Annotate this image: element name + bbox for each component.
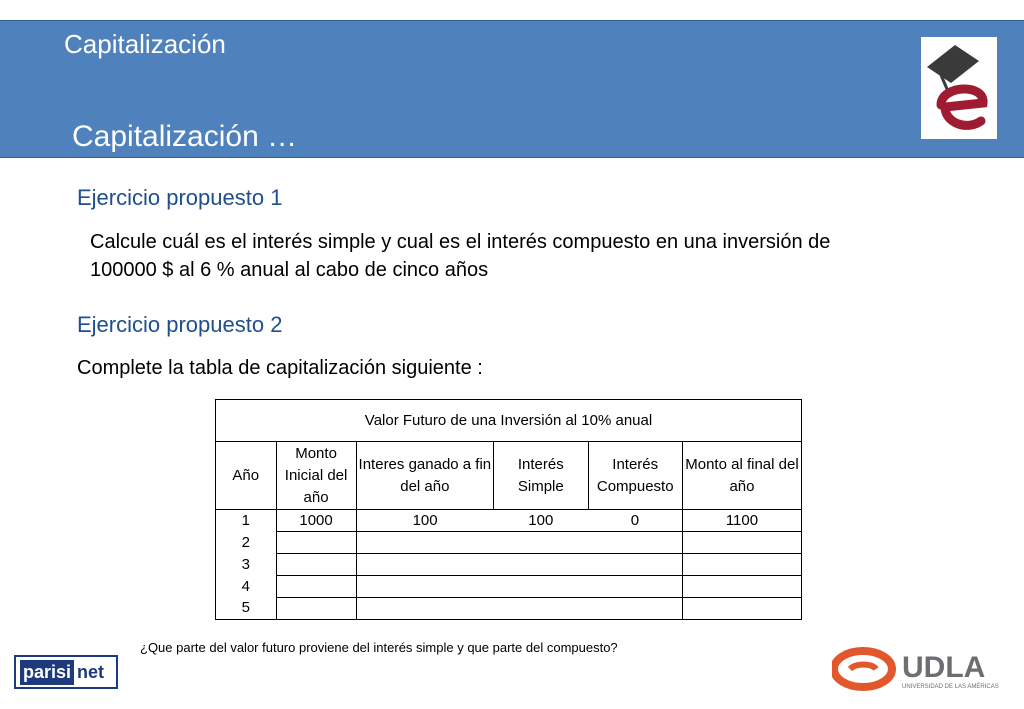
header-earned: Interes ganado a fin del año xyxy=(356,442,494,510)
parisinet-logo-part1: parisi xyxy=(20,660,74,685)
section-title: Capitalización xyxy=(64,29,226,59)
compound-cell: 0 xyxy=(588,510,682,532)
exercise1-text-line1: Calcule cuál es el interés simple y cual es el interés compuesto en una inversión de xyxy=(90,231,831,253)
interest-cell xyxy=(356,554,682,576)
letter-e-icon xyxy=(941,89,983,125)
header-year: Año xyxy=(216,442,277,510)
udla-logo-subtext: UNIVERSIDAD DE LAS AMÉRICAS xyxy=(902,684,999,690)
parisinet-logo-part2: net xyxy=(77,661,105,682)
simple-cell: 100 xyxy=(494,510,588,532)
question-text: ¿Que parte del valor futuro proviene del interés simple y que parte del compuesto? xyxy=(140,640,618,655)
year-cell: 3 xyxy=(216,554,277,576)
e-logo xyxy=(921,37,997,139)
final-cell: 1100 xyxy=(682,510,801,532)
year-cell: 1 xyxy=(216,510,277,532)
parisinet-logo xyxy=(14,655,118,689)
final-cell xyxy=(682,598,801,620)
final-cell xyxy=(682,576,801,598)
table-title: Valor Futuro de una Inversión al 10% anual xyxy=(216,400,802,442)
exercise2-text: Complete la tabla de capitalización siguiente : xyxy=(77,357,483,379)
header-compound: Interés Compuesto xyxy=(588,442,682,510)
udla-swoosh-icon xyxy=(834,651,892,687)
table-row xyxy=(216,510,802,532)
final-cell xyxy=(682,532,801,554)
header-final: Monto al final del año xyxy=(682,442,801,510)
udla-logo-text: UDLA xyxy=(902,651,986,684)
interest-cell xyxy=(356,532,682,554)
exercise1-text-line2: 100000 $ al 6 % anual al cabo de cinco años xyxy=(90,259,489,281)
interest-cell xyxy=(356,576,682,598)
initial-cell xyxy=(276,576,356,598)
initial-cell xyxy=(276,554,356,576)
exercise1-heading: Ejercicio propuesto 1 xyxy=(77,185,283,210)
udla-logo xyxy=(832,647,1004,691)
exercise2-heading: Ejercicio propuesto 2 xyxy=(77,312,283,337)
final-cell xyxy=(682,554,801,576)
graduation-cap-icon xyxy=(927,45,979,83)
capitalization-table xyxy=(215,399,802,620)
table-row xyxy=(216,532,802,554)
interest-cell xyxy=(356,598,682,620)
header-initial: Monto Inicial del año xyxy=(276,442,356,510)
table-row xyxy=(216,554,802,576)
year-cell: 4 xyxy=(216,576,277,598)
header-simple: Interés Simple xyxy=(494,442,588,510)
table-row xyxy=(216,598,802,620)
year-cell: 2 xyxy=(216,532,277,554)
year-cell: 5 xyxy=(216,598,277,620)
earned-cell: 100 xyxy=(356,510,494,532)
initial-cell xyxy=(276,598,356,620)
initial-cell: 1000 xyxy=(276,510,356,532)
table-row xyxy=(216,576,802,598)
slide-title: Capitalización … xyxy=(72,120,298,153)
initial-cell xyxy=(276,532,356,554)
